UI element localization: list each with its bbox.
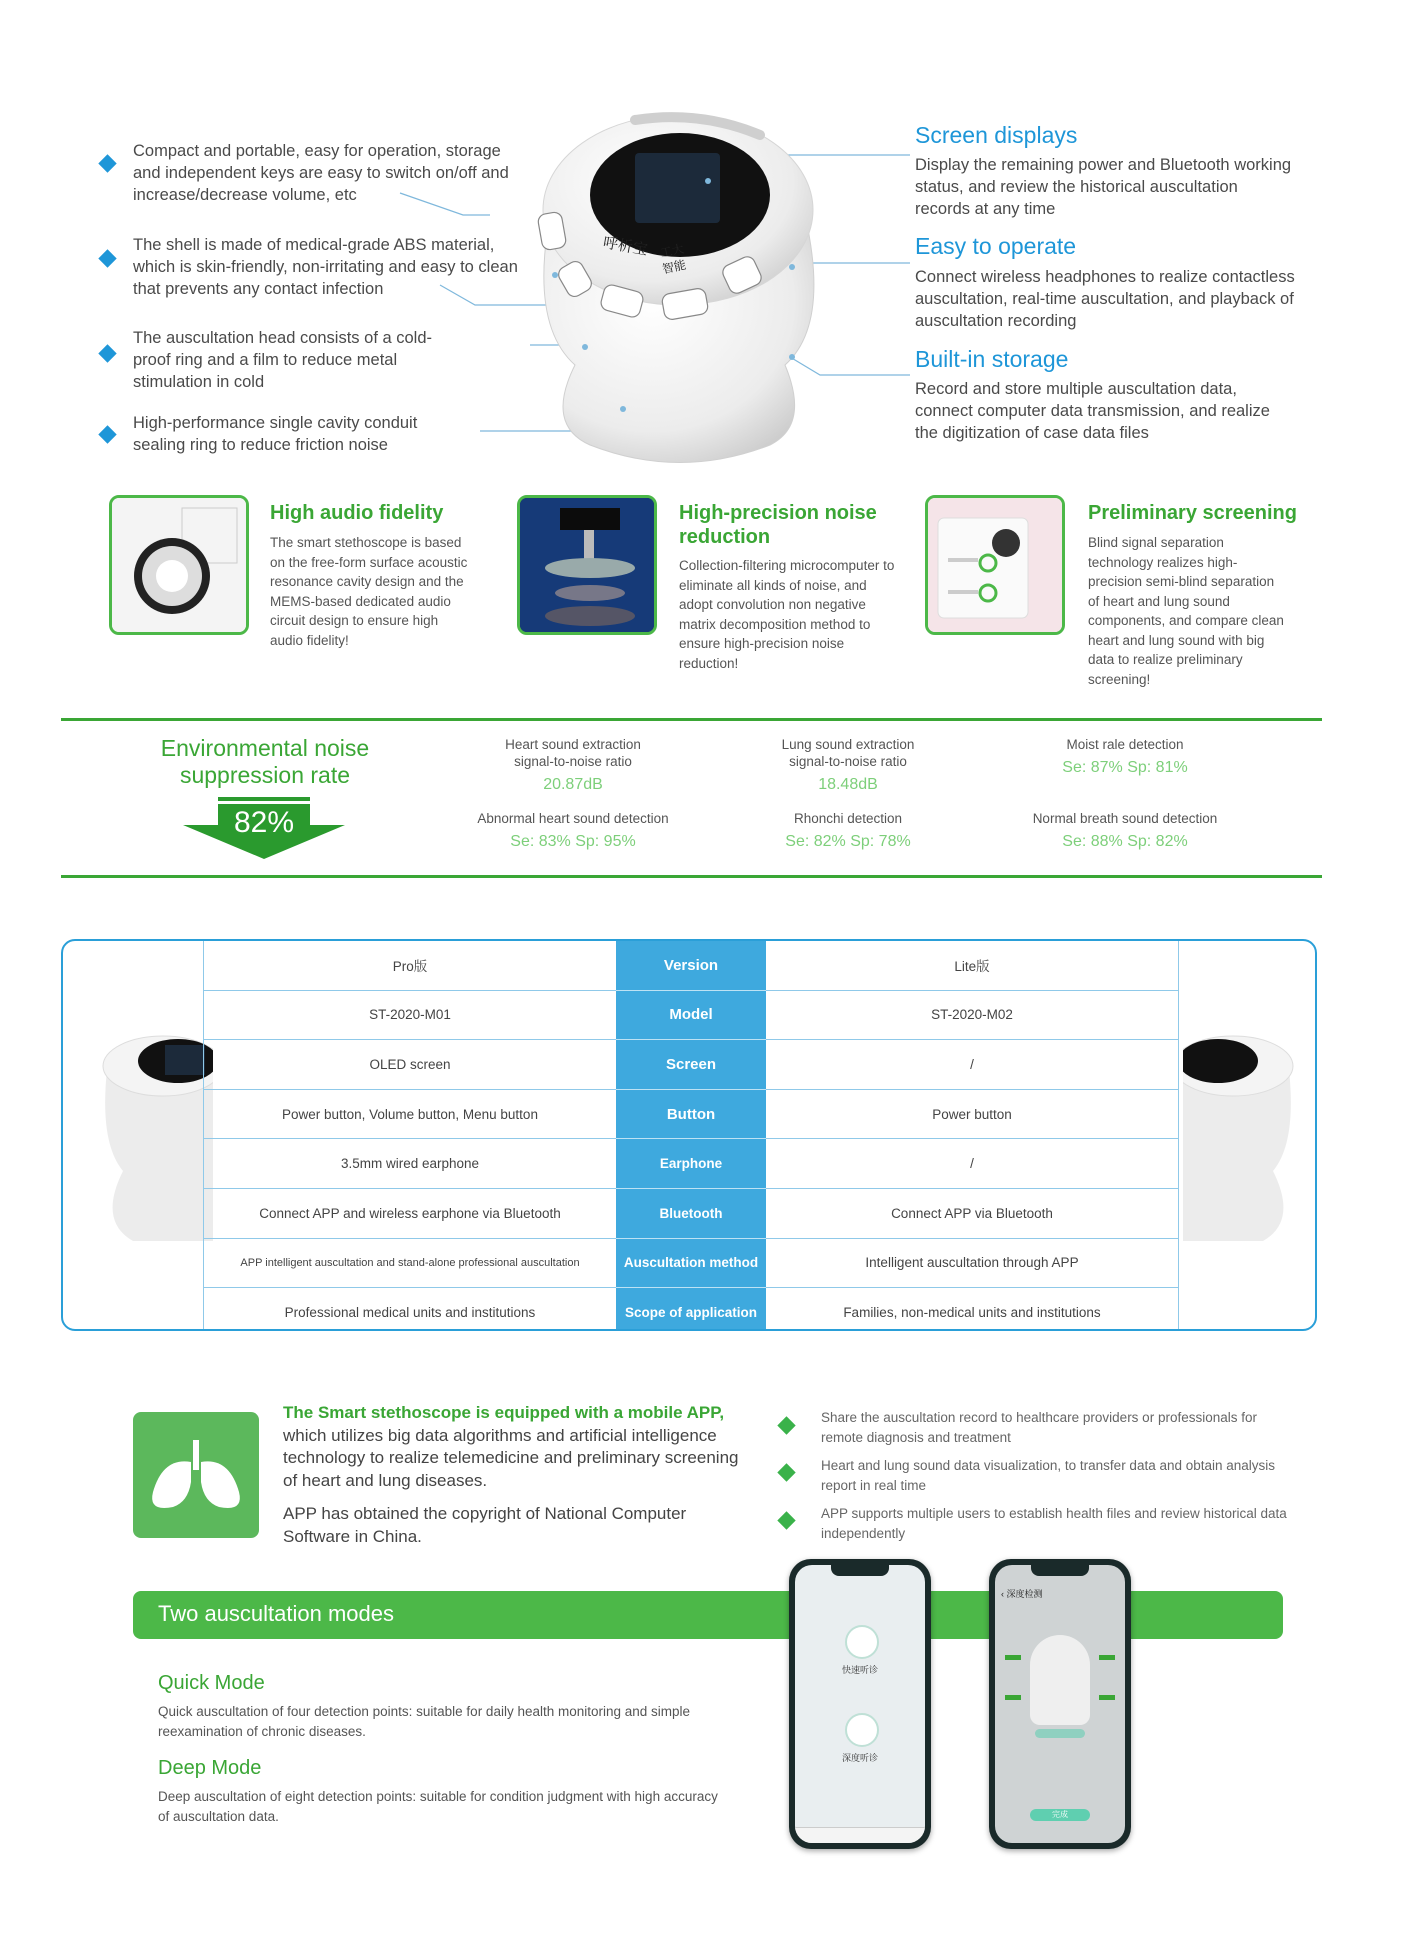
point-marker [1099, 1655, 1115, 1660]
spec-lite-cell: / [766, 1139, 1179, 1189]
point-marker [1005, 1695, 1021, 1700]
screen-title: ‹ 深度检测 [1001, 1589, 1043, 1599]
app-bullet-text: Heart and lung sound data visualization, to transfer data and obtain analysis report in real time [821, 1458, 1276, 1493]
stat-label: Moist rale detection [1066, 737, 1184, 752]
lungs-icon [133, 1412, 259, 1538]
spec-comparison-box [61, 939, 1317, 1331]
highlight-text: Blind signal separation technology realizes high-precision semi-blind separation of heart and lung sound components, and compare clean heart and lung sound with big data to realize preliminary screening! [1088, 535, 1284, 687]
divider [61, 718, 1322, 721]
highlight-text: Collection-filtering microcomputer to eliminate all kinds of noise, and adopt convolution non negative matrix decomposition method to ensure high-precision noise reduction! [679, 558, 895, 671]
stat-value: 18.48dB [818, 776, 878, 793]
feature-text: The shell is made of medical-grade ABS material, which is skin-friendly, non-irritating and easy to clean that prevents any contact infection [133, 236, 518, 298]
spec-pro-cell: Connect APP and wireless earphone via Bluetooth [204, 1188, 617, 1238]
spec-row [204, 1040, 1179, 1090]
spec-lite-cell: Intelligent auscultation through APP [766, 1238, 1179, 1288]
app-bullet-icon [777, 1463, 795, 1481]
noise-title: suppression rate [179, 762, 351, 788]
spec-row [204, 1288, 1179, 1331]
spec-lite-cell: Power button [766, 1089, 1179, 1139]
feature-bullet-icon [98, 425, 116, 443]
stat-value: Se: 87% Sp: 81% [1062, 759, 1188, 776]
audio-fidelity-image [109, 495, 249, 635]
pro-device-image [83, 1031, 213, 1251]
spec-pro-cell: Pro版 [204, 941, 617, 990]
spec-key-cell: Bluetooth [616, 1188, 766, 1238]
stat-label: Abnormal heart sound detection [477, 811, 669, 826]
spec-row [204, 1139, 1179, 1189]
stat-value: Se: 83% Sp: 95% [510, 833, 636, 850]
app-bullet-text: Share the auscultation record to healthcare providers or professionals for remote diagnosis and treatment [821, 1410, 1257, 1445]
spec-lite-cell: Lite版 [766, 941, 1179, 990]
spec-key-cell: Button [616, 1089, 766, 1139]
spec-row [204, 1238, 1179, 1288]
feature-bullet-icon [98, 249, 116, 267]
stat-label: Rhonchi detection [793, 811, 903, 826]
spec-lite-cell: Families, non-medical units and institutions [766, 1288, 1179, 1331]
device-maker-label: 工大 [658, 241, 686, 261]
toggle-switch[interactable] [1035, 1729, 1085, 1738]
device-maker-label: 智能 [660, 257, 688, 277]
spec-row [204, 990, 1179, 1040]
app-bullet-icon [777, 1416, 795, 1434]
feature-bullet-icon [98, 344, 116, 362]
stat-value: Se: 88% Sp: 82% [1062, 833, 1188, 850]
highlight-title: High audio fidelity [270, 502, 444, 524]
feature-text: Connect wireless headphones to realize contactless auscultation, real-time auscultation, and playback of auscultation recording [915, 268, 1295, 330]
stat-value: 20.87dB [543, 776, 603, 793]
app-bullet-icon [777, 1511, 795, 1529]
spec-table [203, 941, 1179, 1331]
spec-key-cell: Auscultation method [616, 1238, 766, 1288]
spec-pro-cell: Power button, Volume button, Menu button [204, 1089, 617, 1139]
feature-title: Easy to operate [915, 233, 1077, 259]
spec-key-cell: Screen [616, 1040, 766, 1090]
phone-screen [795, 1565, 925, 1843]
feature-title: Built-in storage [915, 346, 1069, 372]
feature-text: High-performance single cavity conduit sealing ring to reduce friction noise [133, 414, 418, 454]
mode-text: Quick auscultation of four detection points: suitable for daily health monitoring and simple reexamination of chronic diseases. [158, 1704, 691, 1739]
tab-bar [795, 1827, 925, 1843]
spec-pro-cell: OLED screen [204, 1040, 617, 1090]
app-intro-text: which utilizes big data algorithms and artificial intelligence technology to realize telemedicine and preliminary screening of heart and lung diseases. [283, 1425, 739, 1490]
spec-pro-cell: ST-2020-M01 [204, 990, 617, 1040]
feature-text: The auscultation head consists of a cold-proof ring and a film to reduce metal stimulation in cold [133, 329, 433, 391]
highlight-title: Preliminary screening [1088, 502, 1297, 524]
phone-notch [831, 1565, 889, 1576]
spec-pro-cell: APP intelligent auscultation and stand-alone professional auscultation [204, 1238, 617, 1288]
stat-value: Se: 82% Sp: 78% [785, 833, 911, 850]
app-intro-bold: The Smart stethoscope is equipped with a mobile APP, [283, 1403, 725, 1422]
app-bullet-text: APP supports multiple users to establish health files and review historical data independently [821, 1506, 1287, 1541]
point-marker [1099, 1695, 1115, 1700]
highlight-title: High-precision noise reduction [679, 502, 877, 548]
phone-notch [1031, 1565, 1089, 1576]
spec-pro-cell: Professional medical units and institutions [204, 1288, 617, 1331]
stat-label: Normal breath sound detection [1032, 811, 1218, 826]
torso-figure [1030, 1635, 1090, 1725]
phone-deep-mode [989, 1559, 1131, 1849]
spec-row [204, 1188, 1179, 1238]
spec-lite-cell: ST-2020-M02 [766, 990, 1179, 1040]
modes-banner-title: Two auscultation modes [158, 1601, 395, 1626]
app-icon [133, 1412, 259, 1538]
noise-value: 82% [233, 806, 295, 839]
spec-row [204, 941, 1179, 990]
feature-text: Display the remaining power and Bluetooth working status, and review the historical auscultation records at any time [915, 156, 1292, 218]
app-intro [283, 1402, 753, 1492]
stat-label: Heart sound extraction signal-to-noise ratio [505, 737, 641, 769]
lite-device-image [1183, 1031, 1313, 1251]
spec-lite-cell: / [766, 1040, 1179, 1090]
spec-key-cell: Model [616, 990, 766, 1040]
mode-title: Deep Mode [158, 1757, 262, 1779]
feature-title: Screen displays [915, 122, 1078, 148]
device-illustration [380, 95, 940, 465]
feature-text: Record and store multiple auscultation data, connect computer data transmission, and realize the digitization of case data files [915, 380, 1270, 442]
deep-mode-label: 深度听诊 [841, 1753, 878, 1763]
device-brand-label: 呼析宝 [601, 234, 649, 259]
spec-pro-cell: 3.5mm wired earphone [204, 1139, 617, 1189]
point-marker [1005, 1655, 1021, 1660]
spec-key-cell: Version [616, 941, 766, 990]
divider [61, 875, 1322, 878]
deep-mode-icon [845, 1713, 879, 1747]
done-button[interactable]: 完成 [1030, 1809, 1090, 1821]
spec-lite-cell: Connect APP via Bluetooth [766, 1188, 1179, 1238]
screening-image [925, 495, 1065, 635]
quick-mode-icon [845, 1625, 879, 1659]
spec-row [204, 1089, 1179, 1139]
highlight-text: The smart stethoscope is based on the free-form surface acoustic resonance cavity design and the MEMS-based dedicated audio circuit design to ensure high audio fidelity! [270, 535, 468, 648]
spec-key-cell: Earphone [616, 1139, 766, 1189]
mode-title: Quick Mode [158, 1672, 265, 1694]
feature-text: Compact and portable, easy for operation, storage and independent keys are easy to switch on/off and increase/decrease volume, etc [133, 142, 509, 204]
mode-text: Deep auscultation of eight detection points: suitable for condition judgment with high accuracy of auscultation data. [158, 1789, 718, 1824]
stat-label: Lung sound extraction signal-to-noise ratio [781, 737, 915, 769]
spec-key-cell: Scope of application [616, 1288, 766, 1331]
quick-mode-label: 快速听诊 [841, 1665, 878, 1675]
phone-screen [995, 1565, 1125, 1843]
phone-quick-mode [789, 1559, 931, 1849]
noise-reduction-image [517, 495, 657, 635]
app-copyright: APP has obtained the copyright of National Computer Software in China. [283, 1504, 687, 1546]
feature-bullet-icon [98, 154, 116, 172]
noise-title: Environmental noise [160, 735, 370, 761]
